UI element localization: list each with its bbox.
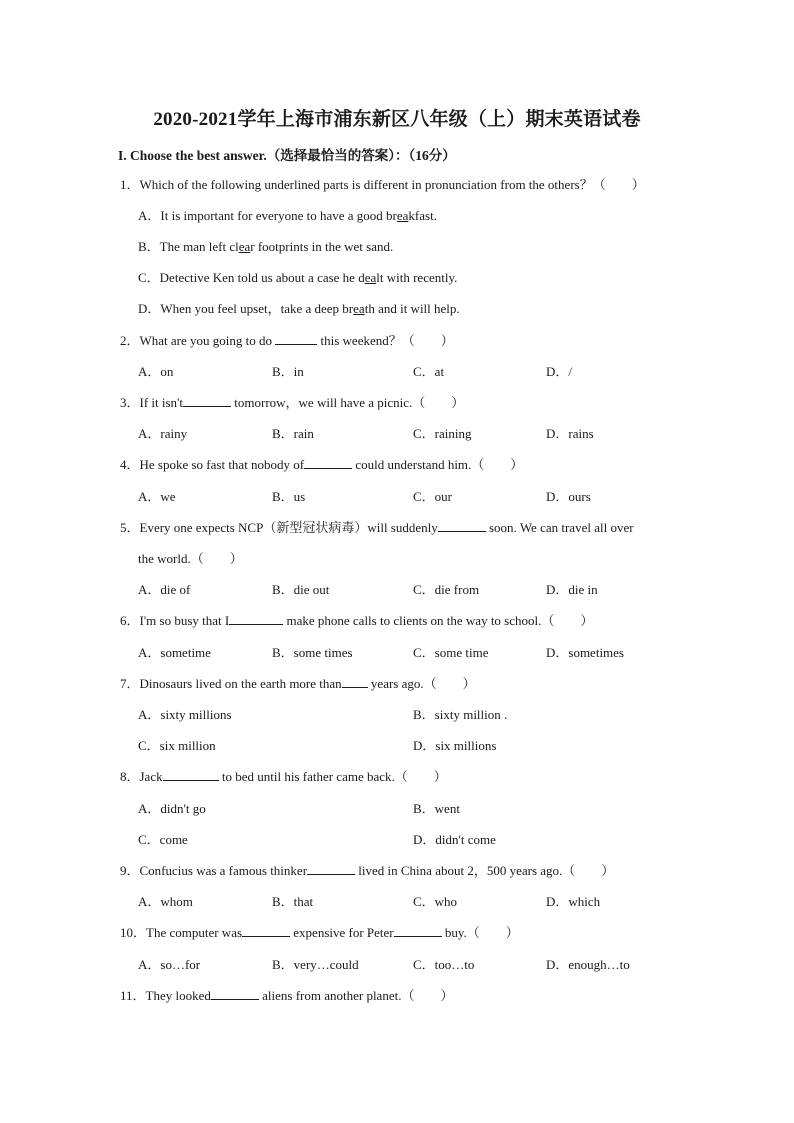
question-3-stem: 3．If it isn't tomorrow，we will have a picnic.（ ） [120,395,465,410]
q3-option-b: B．rain [272,426,314,441]
question-7-stem: 7．Dinosaurs lived on the earth more than years ago.（ ） [120,676,476,691]
question-5-continuation: the world.（ ） [138,551,243,566]
question-6-stem: 6．I'm so busy that I make phone calls to clients on the way to school.（ ） [120,613,594,628]
q5-option-c: C．die from [413,582,480,597]
q8-option-b: B．went [413,801,460,816]
q6-option-b: B．some times [272,645,353,660]
q10-option-d: D．enough…to [546,957,630,972]
q7-option-c: C．six million [138,738,216,753]
q7-option-b: B．sixty million . [413,707,508,722]
question-10-stem: 10．The computer was expensive for Peter buy.（ ） [120,925,519,940]
q7-option-a: A．sixty millions [138,707,232,722]
question-9-stem: 9．Confucius was a famous thinker lived in China about 2，500 years ago.（ ） [120,863,615,878]
q10-option-a: A．so…for [138,957,201,972]
q10-option-b: B．very…could [272,957,359,972]
exam-title: 2020-2021学年上海市浦东新区八年级（上）期末英语试卷 [153,109,641,130]
q2-option-d: D．/ [546,364,573,379]
q4-option-b: B．us [272,489,306,504]
q4-option-d: D．ours [546,489,591,504]
section-heading: I. Choose the best answer.（选择最恰当的答案）：（16分） [118,148,456,163]
q4-option-a: A．we [138,489,176,504]
q1-option-a: A．It is important for everyone to have a good breakfast. [138,208,437,223]
q2-option-a: A．on [138,364,174,379]
q5-option-d: D．die in [546,582,598,597]
q6-option-c: C．some time [413,645,489,660]
q1-option-c: C．Detective Ken told us about a case he dealt with recently. [138,270,458,285]
q1-option-b: B．The man left clear footprints in the wet sand. [138,239,394,254]
q10-option-c: C．too…to [413,957,475,972]
question-2-stem: 2．What are you going to do this weekend？（ ） [120,333,454,348]
q2-option-c: C．at [413,364,445,379]
question-1-stem: 1．Which of the following underlined parts is different in pronunciation from the others？（ ） [120,177,645,192]
q1-option-d: D．When you feel upset，take a deep breath and it will help. [138,301,460,316]
q9-option-b: B．that [272,894,314,909]
q6-option-a: A．sometime [138,645,211,660]
q3-option-d: D．rains [546,426,594,441]
q2-option-b: B．in [272,364,304,379]
q3-option-c: C．raining [413,426,472,441]
question-8-stem: 8．Jack to bed until his father came back.（ ） [120,769,447,784]
q3-option-a: A．rainy [138,426,188,441]
question-4-stem: 4．He spoke so fast that nobody of could understand him.（ ） [120,457,524,472]
q9-option-d: D．which [546,894,601,909]
q5-option-b: B．die out [272,582,330,597]
q9-option-c: C．who [413,894,458,909]
q8-option-d: D．didn't come [413,832,496,847]
question-5-stem: 5．Every one expects NCP（新型冠状病毒）will suddenly soon. We can travel all over [120,520,634,535]
q5-option-a: A．die of [138,582,191,597]
q4-option-c: C．our [413,489,453,504]
q9-option-a: A．whom [138,894,193,909]
q8-option-c: C．come [138,832,188,847]
q7-option-d: D．six millions [413,738,497,753]
q8-option-a: A．didn't go [138,801,206,816]
q6-option-d: D．sometimes [546,645,624,660]
question-11-stem: 11．They looked aliens from another planet.（ ） [120,988,454,1003]
